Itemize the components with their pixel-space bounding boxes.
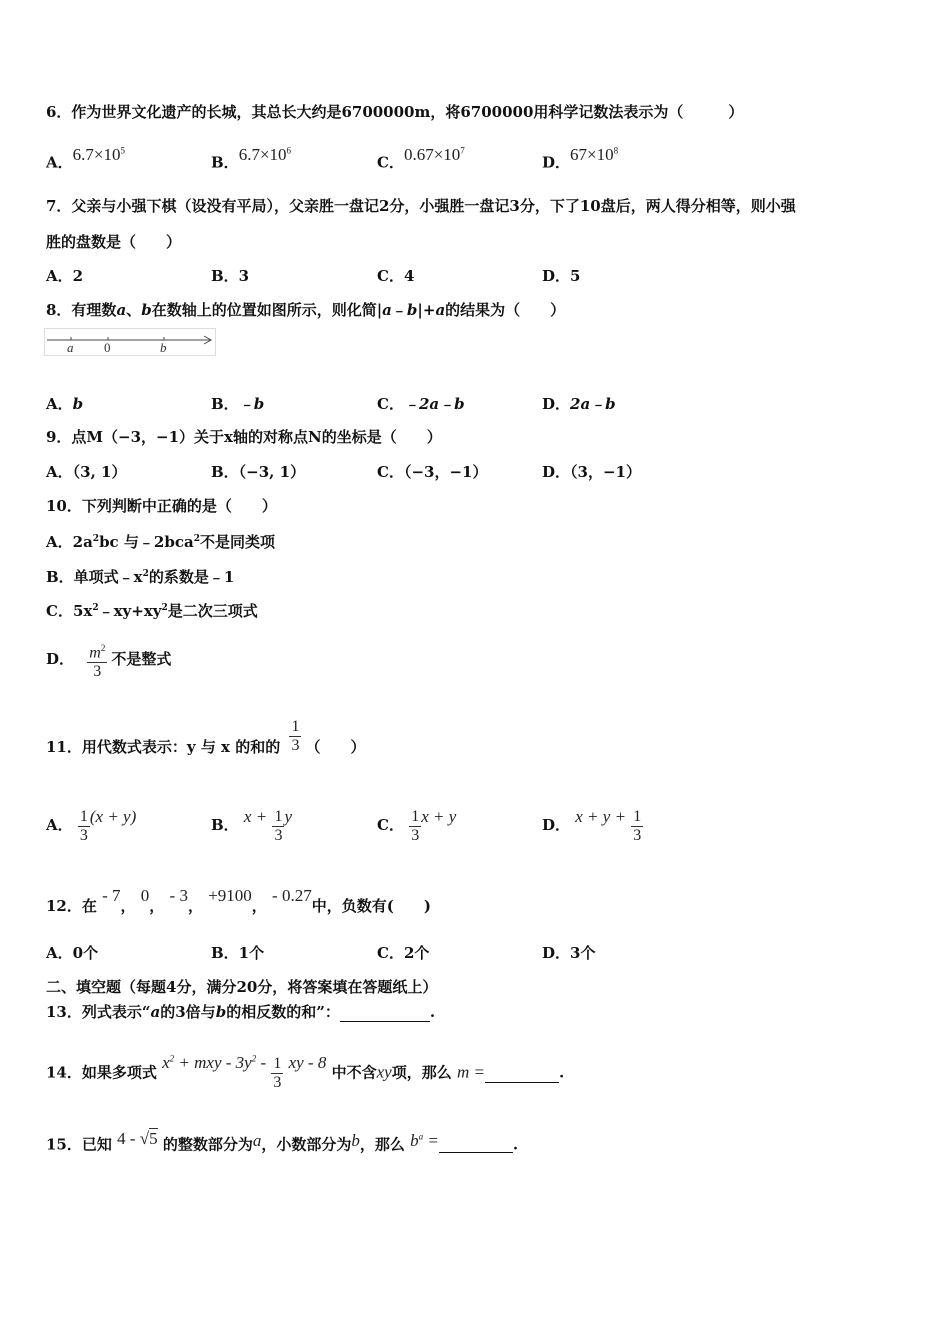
q7-stem-line2: 胜的盘数是（ ） (46, 233, 182, 251)
q6-option-a: A．$6.7\times 10^5$ (46, 144, 125, 172)
answer-blank[interactable] (485, 1064, 559, 1083)
q6-option-c: C．$0.67\times 10^7$ (377, 144, 465, 172)
q12-option-d: D．3个 (542, 944, 596, 962)
q12-stem: 12．在 - 7， 0， - 3， +9100， - 0.27中，负数有( ) (46, 886, 431, 915)
q7-option-a: A．2 (46, 267, 84, 285)
q8-stem: 8．有理数a、b在数轴上的位置如图所示，则化简|a﹣b|+a的结果为（ ） (46, 301, 566, 319)
q12-option-a: A．0个 (46, 944, 99, 962)
q13-stem: 13．列式表示“a的3倍与b的相反数的和”： . (46, 1003, 436, 1021)
q11-option-c: C． $\frac{1}{3}$ x + y (377, 807, 457, 844)
q6-option-b: B．$6.7\times 10^6$ (211, 144, 292, 172)
q8-option-a: A．b (46, 395, 84, 413)
label-a: a (67, 340, 74, 355)
q11-option-d: D． x + y + $\frac{1}{3}$ (542, 807, 642, 844)
q7-option-c: C．4 (377, 267, 415, 285)
fraction: $\frac{1}{3}$ (274, 807, 283, 844)
q12-option-c: C．2个 (377, 944, 430, 962)
q9-option-c: C．（−3，−1） (377, 463, 488, 481)
q6-stem: 6．作为世界文化遗产的长城，其总长大约是6700000m，将6700000用科学记数法表示为（ ） (46, 103, 744, 121)
q9-option-d: D．（3，−1） (542, 463, 641, 481)
q12-option-b: B．1个 (211, 944, 265, 962)
q9-option-b: B．（−3, 1） (211, 463, 306, 481)
q10-stem: 10．下列判断中正确的是（ ） (46, 497, 277, 515)
q9-stem: 9．点M（−3，−1）关于x轴的对称点N的坐标是（ ） (46, 428, 442, 446)
q7-option-d: D．5 (542, 267, 581, 285)
q10-option-b: B．单项式$﹣x^2$的系数是﹣1 (46, 568, 235, 586)
fraction-one-third: $\frac{1}{3}$ (273, 1055, 282, 1092)
q11-option-b: B． x + $\frac{1}{3}$ y (211, 807, 292, 844)
q10-option-d: D． $\frac{m^2}{3}$ 不是整式 (46, 639, 171, 681)
section-title: 二、填空题（每题4分，满分20分，将答案填在答题纸上） (46, 978, 438, 996)
answer-blank[interactable] (439, 1134, 513, 1153)
q11-option-a: A． $\frac{1}{3}$ (x + y) (46, 807, 137, 844)
q11-stem: 11．用代数式表示：y 与 x 的和的 $\frac{1}{3}$ （ ） (46, 717, 366, 756)
fraction: $\frac{1}{3}$ (633, 807, 642, 844)
label-b: b (160, 340, 167, 355)
number-line-figure (44, 328, 216, 356)
fraction: $\frac{1}{3}$ (411, 807, 420, 844)
fraction-one-third: $\frac{1}{3}$ (291, 717, 300, 754)
q9-option-a: A．（3, 1） (46, 463, 127, 481)
answer-blank[interactable] (340, 1005, 430, 1022)
q7-stem-line1: 7．父亲与小强下棋（设没有平局），父亲胜一盘记2分，小强胜一盘记3分，下了10盘后，两人得分相等，则小强 (46, 197, 796, 215)
fraction: $\frac{1}{3}$ (79, 807, 88, 844)
q15-stem: 15．已知 4 - √5 的整数部分为a，小数部分为b，那么 $b^a$ = . (46, 1128, 519, 1154)
q7-option-b: B．3 (211, 267, 250, 285)
q8-option-d: D．2a﹣b (542, 395, 616, 413)
q10-option-c: C．$5x^2﹣xy+xy^2$是二次三项式 (46, 602, 258, 620)
q10-option-a: A．$2a^2bc$ 与﹣2bca$^2$不是同类项 (46, 533, 275, 551)
fraction-m2-over-3: $\frac{m^2}{3}$ (87, 639, 107, 681)
q8-option-b: B．﹣b (211, 395, 265, 413)
label-0: 0 (104, 340, 111, 355)
q14-stem: 14．如果多项式 $x^2$ + mxy - $3y^2$ - $\frac{1}{3}$ xy - 8 中不含xy项，那么 m = . (46, 1052, 565, 1092)
q8-option-c: C．﹣2a﹣b (377, 395, 465, 413)
q6-option-d: D．$67\times 10^8$ (542, 144, 619, 172)
